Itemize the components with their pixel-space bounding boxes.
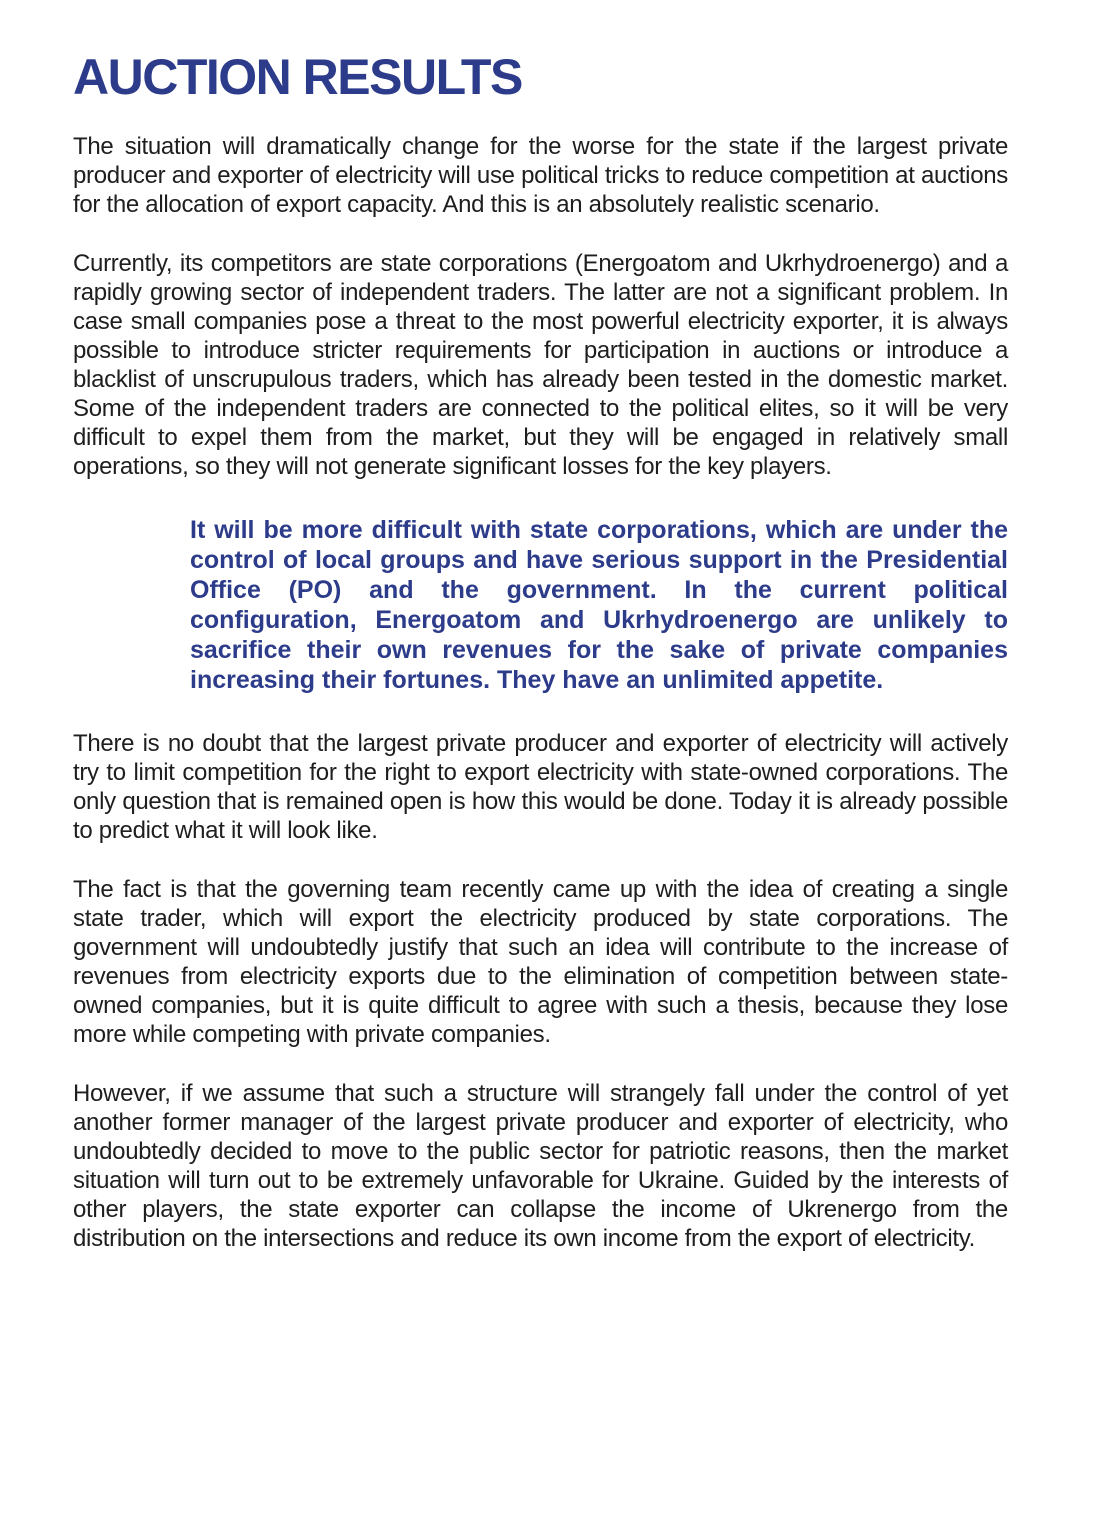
highlight-quote-paragraph: It will be more difficult with state corporations, which are under the control of local groups and have serious support in the Presidential Office (PO) and the government. In the current political configuration, Energoatom and Ukrhydroenergo are unlikely to sacrifice their own revenues for the sake of private companies increasing their fortunes. They have an unlimited appetite.	[190, 516, 1008, 694]
body-paragraph: The fact is that the governing team recently came up with the idea of creating a single state trader, which will export the electricity produced by state corporations. The government will undoubtedly justify that such an idea will contribute to the increase of revenues from electricity exports due to the elimination of competition between state-owned companies, but it is quite difficult to agree with such a thesis, because they lose more while competing with private companies.	[73, 876, 1008, 1048]
page-title: AUCTION RESULTS	[73, 49, 522, 105]
body-paragraph: However, if we assume that such a structure will strangely fall under the control of yet another former manager of the largest private producer and exporter of electricity, who undoubtedly decided to move to the public sector for patriotic reasons, then the market situation will turn out to be extremely unfavorable for Ukraine. Guided by the interests of other players, the state exporter can collapse the income of Ukrenergo from the distribution on the intersections and reduce its own income from the export of electricity.	[73, 1080, 1008, 1252]
body-paragraph: There is no doubt that the largest private producer and exporter of electricity will actively try to limit competition for the right to export electricity with state-owned corporations. The only question that is remained open is how this would be done. Today it is already possible to predict what it will look like.	[73, 730, 1008, 844]
body-paragraph: Currently, its competitors are state corporations (Energoatom and Ukrhydroenergo) and a rapidly growing sector of independent traders. The latter are not a significant problem. In case small companies pose a threat to the most powerful electricity exporter, it is always possible to introduce stricter requirements for participation in auctions or introduce a blacklist of unscrupulous traders, which has already been tested in the domestic market. Some of the independent traders are connected to the political elites, so it will be very difficult to expel them from the market, but they will be engaged in relatively small operations, so they will not generate significant losses for the key players.	[73, 250, 1008, 480]
body-paragraph: The situation will dramatically change for the worse for the state if the largest private producer and exporter of electricity will use political tricks to reduce competition at auctions for the allocation of export capacity. And this is an absolutely realistic scenario.	[73, 133, 1008, 218]
